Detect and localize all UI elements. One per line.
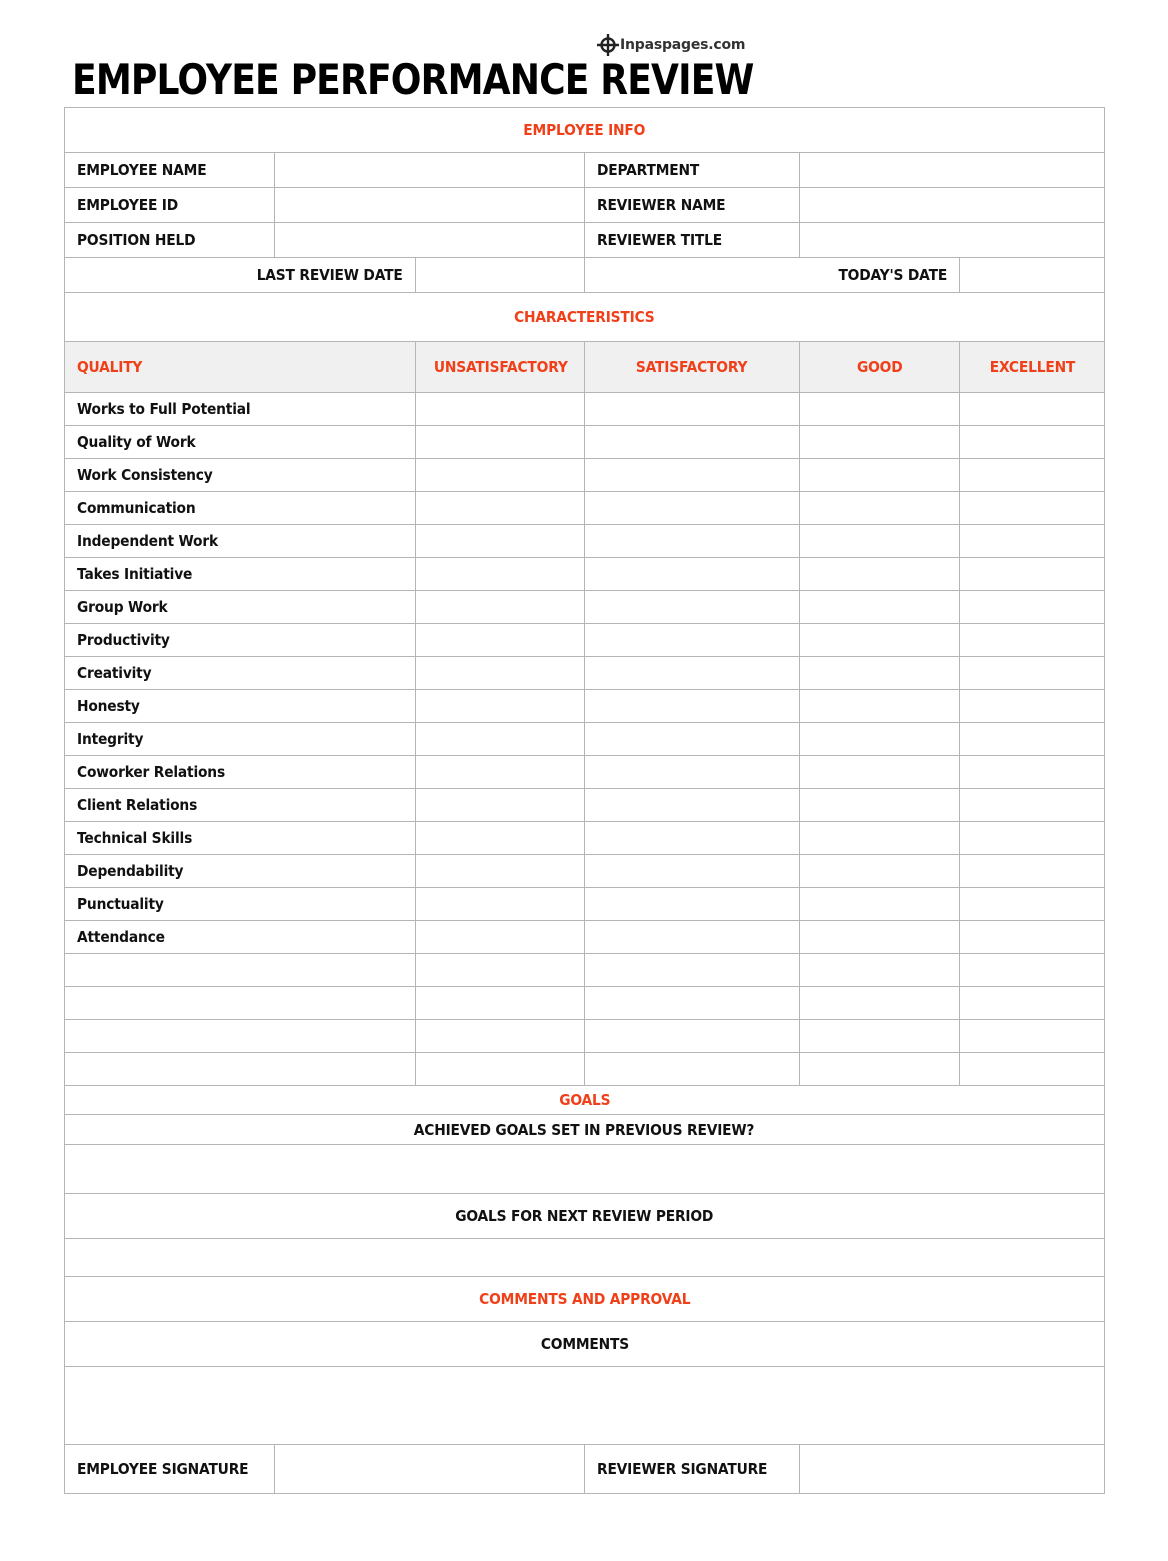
rating-cell-excellent[interactable] — [960, 723, 1105, 756]
rating-cell-excellent[interactable] — [960, 789, 1105, 822]
reviewer-name-field[interactable] — [800, 188, 1105, 223]
blank-quality-row — [65, 1053, 1105, 1086]
goals-next-field-row — [65, 1239, 1105, 1277]
employee-signature-label: EMPLOYEE SIGNATURE — [65, 1445, 275, 1494]
rating-cell-good[interactable] — [800, 1020, 960, 1053]
section-row-goals — [65, 1086, 1105, 1115]
last-review-date-field[interactable] — [416, 258, 585, 293]
section-title-employee-info: EMPLOYEE INFO — [65, 108, 1105, 153]
quality-label: Work Consistency — [65, 459, 416, 492]
quality-row — [65, 657, 1105, 690]
rating-cell-unsatisfactory[interactable] — [416, 1053, 585, 1086]
rating-cell-satisfactory[interactable] — [585, 492, 800, 525]
quality-label: Independent Work — [65, 525, 416, 558]
employee-signature-field[interactable] — [275, 1445, 585, 1494]
reviewer-signature-field[interactable] — [800, 1445, 1105, 1494]
quality-row — [65, 393, 1105, 426]
quality-row — [65, 756, 1105, 789]
achieved-goals-field[interactable] — [65, 1145, 1105, 1194]
quality-label[interactable] — [65, 987, 416, 1020]
position-held-label: POSITION HELD — [65, 223, 275, 258]
rating-cell-excellent[interactable] — [960, 1020, 1105, 1053]
rating-cell-satisfactory[interactable] — [585, 1053, 800, 1086]
rating-cell-good[interactable] — [800, 756, 960, 789]
rating-cell-excellent[interactable] — [960, 393, 1105, 426]
quality-rows — [65, 393, 1105, 1086]
rating-cell-unsatisfactory[interactable] — [416, 855, 585, 888]
quality-label: Productivity — [65, 624, 416, 657]
rating-cell-unsatisfactory[interactable] — [416, 822, 585, 855]
rating-cell-satisfactory[interactable] — [585, 558, 800, 591]
rating-cell-unsatisfactory[interactable] — [416, 525, 585, 558]
rating-cell-good[interactable] — [800, 591, 960, 624]
reviewer-title-field[interactable] — [800, 223, 1105, 258]
rating-cell-unsatisfactory[interactable] — [416, 888, 585, 921]
quality-label: Takes Initiative — [65, 558, 416, 591]
reviewer-title-label: REVIEWER TITLE — [585, 223, 800, 258]
column-header-excellent: EXCELLENT — [960, 342, 1105, 393]
rating-cell-excellent[interactable] — [960, 459, 1105, 492]
quality-label: Group Work — [65, 591, 416, 624]
goals-next-row — [65, 1194, 1105, 1239]
section-title-characteristics: CHARACTERISTICS — [65, 293, 1105, 342]
rating-cell-good[interactable] — [800, 855, 960, 888]
rating-cell-unsatisfactory[interactable] — [416, 624, 585, 657]
blank-quality-row — [65, 954, 1105, 987]
rating-cell-good[interactable] — [800, 426, 960, 459]
rating-cell-good[interactable] — [800, 1053, 960, 1086]
rating-cell-satisfactory[interactable] — [585, 822, 800, 855]
quality-label: Coworker Relations — [65, 756, 416, 789]
rating-cell-satisfactory[interactable] — [585, 888, 800, 921]
rating-cell-unsatisfactory[interactable] — [416, 657, 585, 690]
signature-row — [65, 1445, 1105, 1494]
rating-cell-excellent[interactable] — [960, 657, 1105, 690]
rating-cell-good[interactable] — [800, 822, 960, 855]
rating-cell-satisfactory[interactable] — [585, 723, 800, 756]
rating-cell-excellent[interactable] — [960, 558, 1105, 591]
rating-cell-good[interactable] — [800, 789, 960, 822]
quality-row — [65, 459, 1105, 492]
rating-cell-good[interactable] — [800, 954, 960, 987]
rating-cell-excellent[interactable] — [960, 525, 1105, 558]
rating-cell-unsatisfactory[interactable] — [416, 591, 585, 624]
todays-date-field[interactable] — [960, 258, 1105, 293]
quality-row — [65, 624, 1105, 657]
blank-quality-row — [65, 987, 1105, 1020]
rating-cell-unsatisfactory[interactable] — [416, 921, 585, 954]
rating-cell-unsatisfactory[interactable] — [416, 690, 585, 723]
quality-label[interactable] — [65, 1053, 416, 1086]
employee-name-label: EMPLOYEE NAME — [65, 153, 275, 188]
rating-cell-satisfactory[interactable] — [585, 789, 800, 822]
date-row — [65, 258, 1105, 293]
quality-label: Punctuality — [65, 888, 416, 921]
rating-cell-satisfactory[interactable] — [585, 756, 800, 789]
rating-cell-good[interactable] — [800, 558, 960, 591]
rating-cell-satisfactory[interactable] — [585, 591, 800, 624]
next-goals-label: GOALS FOR NEXT REVIEW PERIOD — [65, 1194, 1105, 1239]
rating-cell-unsatisfactory[interactable] — [416, 1020, 585, 1053]
rating-cell-good[interactable] — [800, 459, 960, 492]
rating-cell-good[interactable] — [800, 393, 960, 426]
rating-cell-excellent[interactable] — [960, 492, 1105, 525]
quality-row — [65, 723, 1105, 756]
column-header-quality: QUALITY — [65, 342, 416, 393]
rating-cell-good[interactable] — [800, 525, 960, 558]
rating-cell-satisfactory[interactable] — [585, 657, 800, 690]
rating-cell-satisfactory[interactable] — [585, 921, 800, 954]
page-title: EMPLOYEE PERFORMANCE REVIEW — [72, 55, 754, 104]
quality-label: Technical Skills — [65, 822, 416, 855]
rating-cell-good[interactable] — [800, 690, 960, 723]
reviewer-signature-label: REVIEWER SIGNATURE — [585, 1445, 800, 1494]
rating-cell-excellent[interactable] — [960, 855, 1105, 888]
rating-cell-excellent[interactable] — [960, 921, 1105, 954]
rating-cell-good[interactable] — [800, 888, 960, 921]
rating-cell-excellent[interactable] — [960, 426, 1105, 459]
comments-label-row — [65, 1322, 1105, 1367]
rating-cell-satisfactory[interactable] — [585, 987, 800, 1020]
section-row-comments — [65, 1277, 1105, 1322]
quality-row — [65, 789, 1105, 822]
rating-cell-excellent[interactable] — [960, 822, 1105, 855]
rating-cell-excellent[interactable] — [960, 690, 1105, 723]
rating-cell-excellent[interactable] — [960, 624, 1105, 657]
rating-cell-good[interactable] — [800, 921, 960, 954]
quality-row — [65, 888, 1105, 921]
goals-achieved-field-row — [65, 1145, 1105, 1194]
quality-label: Communication — [65, 492, 416, 525]
logo-text: Inpaspages.com — [620, 37, 746, 53]
info-row — [65, 153, 1105, 188]
rating-cell-unsatisfactory[interactable] — [416, 426, 585, 459]
rating-header-row — [65, 342, 1105, 393]
column-header-satisfactory: SATISFACTORY — [585, 342, 800, 393]
quality-label: Attendance — [65, 921, 416, 954]
quality-label: Integrity — [65, 723, 416, 756]
quality-label: Honesty — [65, 690, 416, 723]
rating-cell-unsatisfactory[interactable] — [416, 789, 585, 822]
comments-field[interactable] — [65, 1367, 1105, 1445]
position-held-field[interactable] — [275, 223, 585, 258]
rating-cell-excellent[interactable] — [960, 756, 1105, 789]
quality-label: Client Relations — [65, 789, 416, 822]
rating-cell-excellent[interactable] — [960, 888, 1105, 921]
section-title-goals: GOALS — [65, 1086, 1105, 1115]
rating-cell-unsatisfactory[interactable] — [416, 459, 585, 492]
rating-cell-satisfactory[interactable] — [585, 1020, 800, 1053]
rating-cell-satisfactory[interactable] — [585, 690, 800, 723]
rating-cell-unsatisfactory[interactable] — [416, 492, 585, 525]
employee-id-field[interactable] — [275, 188, 585, 223]
rating-cell-excellent[interactable] — [960, 591, 1105, 624]
rating-cell-satisfactory[interactable] — [585, 393, 800, 426]
employee-name-field[interactable] — [275, 153, 585, 188]
quality-label: Dependability — [65, 855, 416, 888]
rating-cell-good[interactable] — [800, 723, 960, 756]
quality-row — [65, 492, 1105, 525]
rating-cell-unsatisfactory[interactable] — [416, 393, 585, 426]
rating-cell-excellent[interactable] — [960, 987, 1105, 1020]
comments-label: COMMENTS — [65, 1322, 1105, 1367]
goals-achieved-row — [65, 1115, 1105, 1145]
reviewer-name-label: REVIEWER NAME — [585, 188, 800, 223]
rating-cell-satisfactory[interactable] — [585, 459, 800, 492]
blank-quality-row — [65, 1020, 1105, 1053]
quality-label: Creativity — [65, 657, 416, 690]
rating-cell-good[interactable] — [800, 657, 960, 690]
rating-cell-excellent[interactable] — [960, 1053, 1105, 1086]
section-row-employee-info — [65, 108, 1105, 153]
comments-field-row — [65, 1367, 1105, 1445]
section-title-comments: COMMENTS AND APPROVAL — [65, 1277, 1105, 1322]
rating-cell-unsatisfactory[interactable] — [416, 987, 585, 1020]
quality-label[interactable] — [65, 954, 416, 987]
rating-cell-unsatisfactory[interactable] — [416, 723, 585, 756]
quality-row — [65, 855, 1105, 888]
rating-cell-good[interactable] — [800, 624, 960, 657]
rating-cell-unsatisfactory[interactable] — [416, 954, 585, 987]
quality-label: Quality of Work — [65, 426, 416, 459]
employee-id-label: EMPLOYEE ID — [65, 188, 275, 223]
quality-row — [65, 426, 1105, 459]
quality-label[interactable] — [65, 1020, 416, 1053]
quality-label: Works to Full Potential — [65, 393, 416, 426]
rating-cell-unsatisfactory[interactable] — [416, 558, 585, 591]
department-label: DEPARTMENT — [585, 153, 800, 188]
rating-cell-satisfactory[interactable] — [585, 624, 800, 657]
last-review-date-label: LAST REVIEW DATE — [65, 258, 416, 293]
review-form-table — [64, 107, 1105, 1494]
rating-cell-satisfactory[interactable] — [585, 855, 800, 888]
rating-cell-satisfactory[interactable] — [585, 954, 800, 987]
achieved-goals-label: ACHIEVED GOALS SET IN PREVIOUS REVIEW? — [65, 1115, 1105, 1145]
info-row — [65, 188, 1105, 223]
quality-row — [65, 591, 1105, 624]
quality-row — [65, 558, 1105, 591]
rating-cell-good[interactable] — [800, 492, 960, 525]
quality-row — [65, 822, 1105, 855]
quality-row — [65, 690, 1105, 723]
todays-date-label: TODAY'S DATE — [585, 258, 960, 293]
quality-row — [65, 921, 1105, 954]
quality-row — [65, 525, 1105, 558]
section-row-characteristics — [65, 293, 1105, 342]
rating-cell-satisfactory[interactable] — [585, 426, 800, 459]
department-field[interactable] — [800, 153, 1105, 188]
info-row — [65, 223, 1105, 258]
column-header-unsatisfactory: UNSATISFACTORY — [416, 342, 585, 393]
rating-cell-satisfactory[interactable] — [585, 525, 800, 558]
next-goals-field[interactable] — [65, 1239, 1105, 1277]
rating-cell-unsatisfactory[interactable] — [416, 756, 585, 789]
rating-cell-excellent[interactable] — [960, 954, 1105, 987]
rating-cell-good[interactable] — [800, 987, 960, 1020]
column-header-good: GOOD — [800, 342, 960, 393]
crosshair-logo-icon — [597, 34, 619, 56]
